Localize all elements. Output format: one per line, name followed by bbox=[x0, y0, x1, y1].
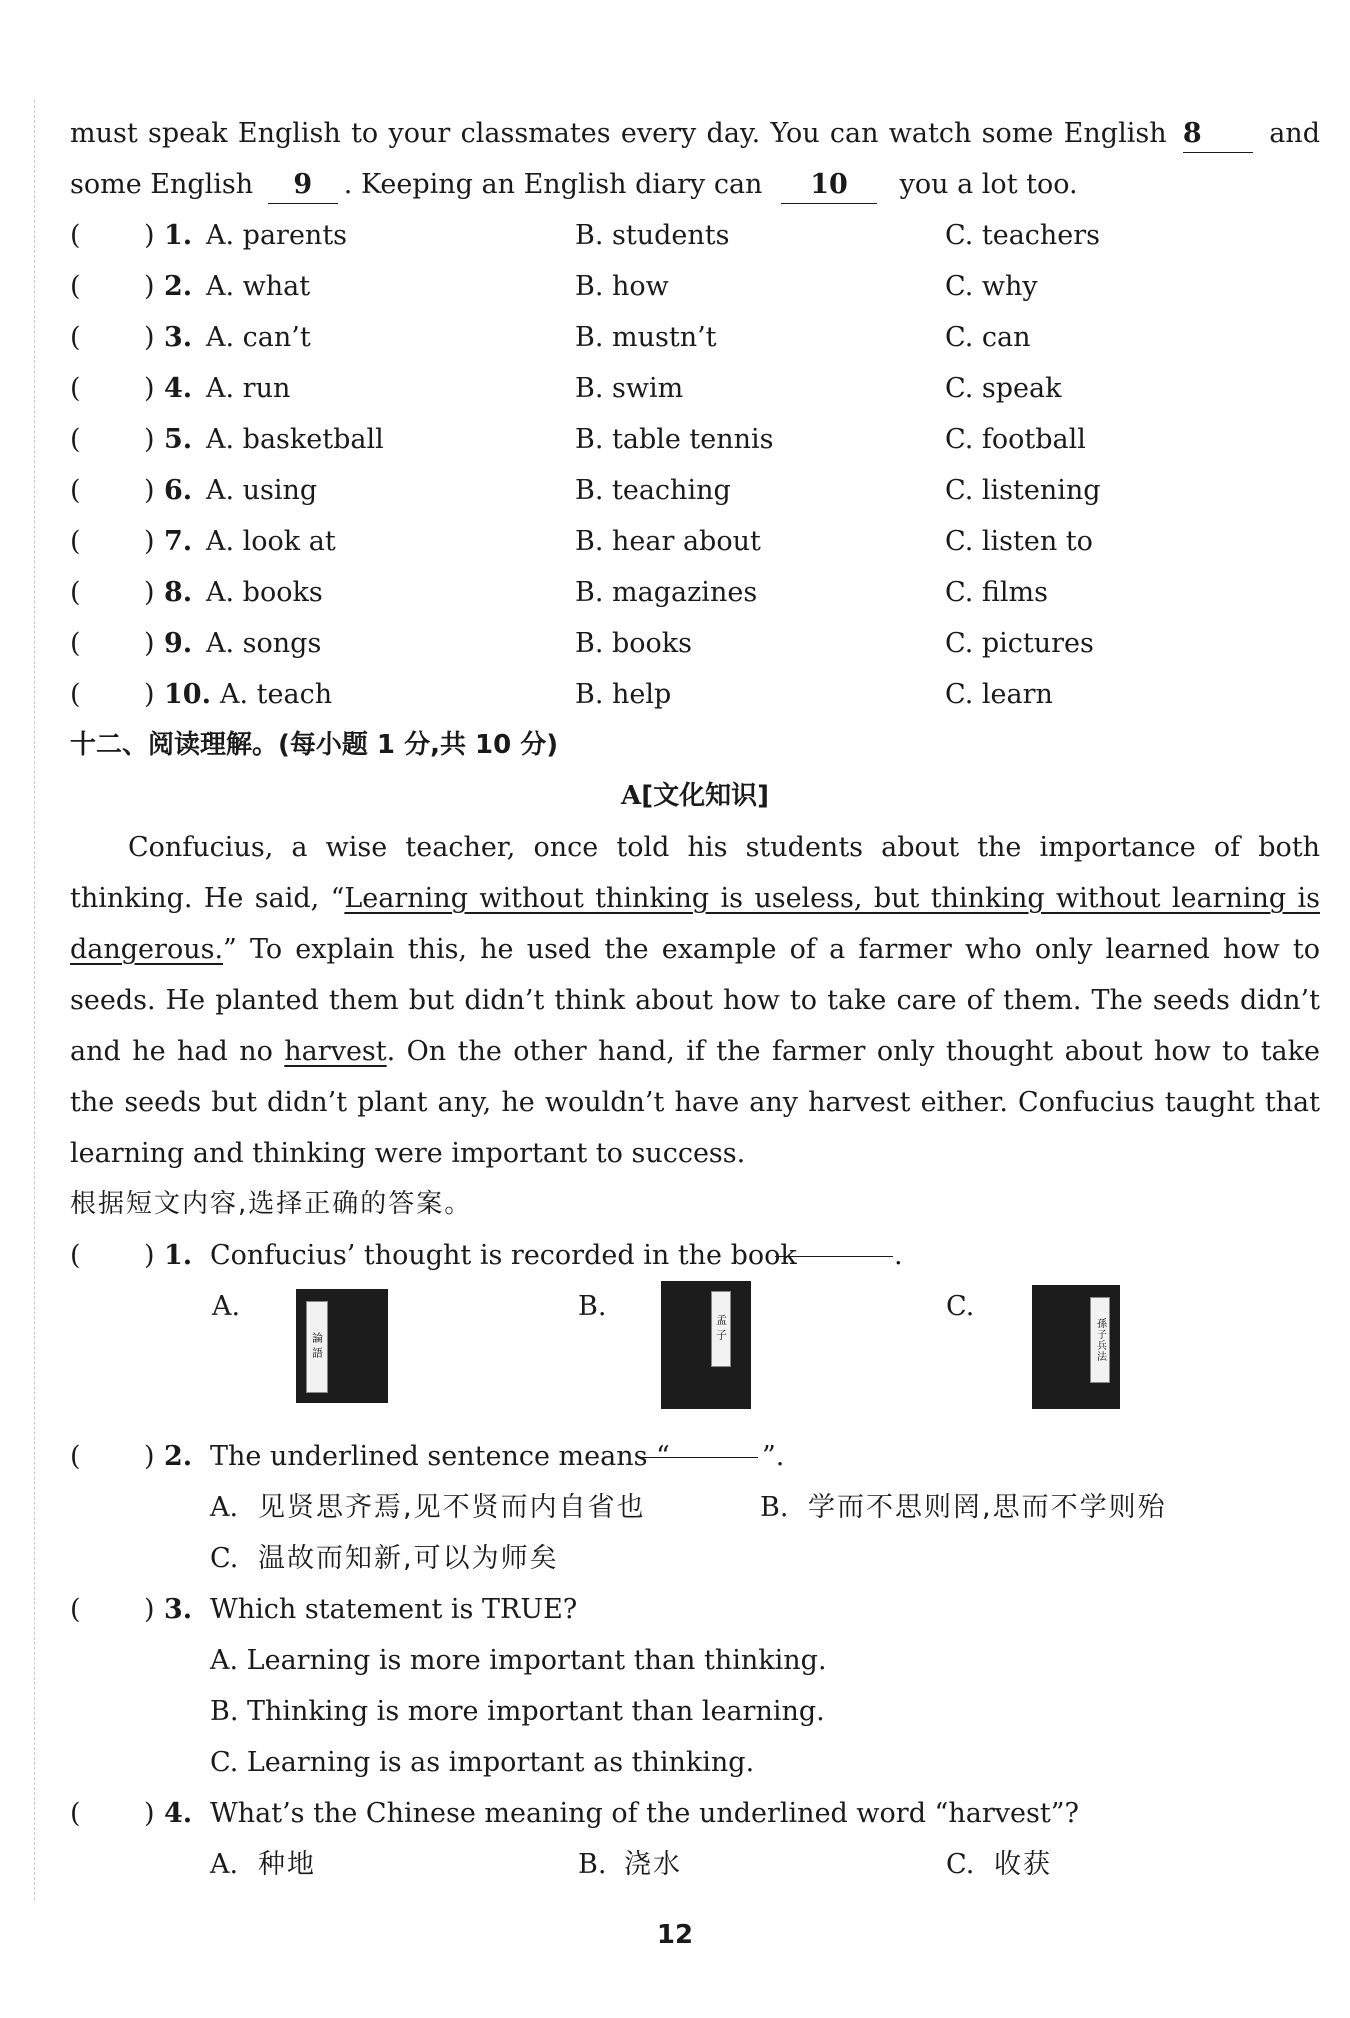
answer-paren-close: ) bbox=[144, 1798, 155, 1829]
reading-question-4 bbox=[70, 1788, 1320, 1839]
answer-paren-open: ( bbox=[70, 1240, 81, 1271]
option-c: C. listening bbox=[945, 475, 1101, 506]
option-c: C. why bbox=[945, 271, 1038, 302]
cloze-question-list bbox=[70, 210, 1320, 720]
option-a: A. Learning is more important than thinking. bbox=[210, 1645, 827, 1676]
answer-paren-open: ( bbox=[70, 220, 81, 251]
option-b: B. students bbox=[575, 220, 730, 251]
cloze-question bbox=[70, 414, 1320, 465]
passage-text: some English bbox=[70, 169, 254, 200]
question-text: What’s the Chinese meaning of the underlined word “harvest”? bbox=[210, 1798, 1079, 1829]
answer-paren-close: ) bbox=[144, 679, 155, 710]
question-number: 1. bbox=[164, 1240, 193, 1271]
reading-passage bbox=[70, 822, 1320, 1179]
binding-margin-line bbox=[34, 100, 35, 1900]
answer-paren-close: ) bbox=[144, 628, 155, 659]
question-3-option-c bbox=[70, 1737, 1320, 1788]
option-b: B. books bbox=[575, 628, 693, 659]
passage-letter: A bbox=[621, 781, 642, 811]
question-number: 8. bbox=[164, 577, 193, 608]
passage-text: thinking. He said, “ bbox=[70, 883, 345, 914]
passage-text: ” To explain this, he used the example of a farmer who only learned how to bbox=[223, 934, 1320, 965]
question-4-options bbox=[70, 1839, 1320, 1890]
cloze-question bbox=[70, 465, 1320, 516]
answer-paren-open: ( bbox=[70, 271, 81, 302]
passage-line bbox=[70, 1026, 1320, 1077]
passage-line: learning and thinking were important to success. bbox=[70, 1138, 746, 1169]
option-a-label: A. bbox=[210, 1849, 239, 1880]
page-number: 12 bbox=[656, 1920, 694, 1950]
option-a: 种地 bbox=[258, 1849, 316, 1880]
question-number: 4. bbox=[164, 1798, 193, 1829]
option-b: B. swim bbox=[575, 373, 684, 404]
answer-blank-10: 10 bbox=[781, 167, 877, 204]
question-3-option-a bbox=[70, 1635, 1320, 1686]
cloze-question bbox=[70, 312, 1320, 363]
passage-text: must speak English to your classmates every day. You can watch some English bbox=[70, 118, 1167, 149]
option-a: A. what bbox=[206, 271, 311, 302]
question-number: 7. bbox=[164, 526, 193, 557]
option-b-label: B. bbox=[760, 1492, 789, 1523]
option-b: B. table tennis bbox=[575, 424, 774, 455]
option-a: A. basketball bbox=[206, 424, 384, 455]
book-sunzi-image bbox=[1032, 1285, 1120, 1409]
passage-line: Confucius, a wise teacher, once told his students about the importance of both bbox=[128, 832, 1320, 863]
answer-paren-close: ) bbox=[144, 526, 155, 557]
answer-paren-open: ( bbox=[70, 679, 81, 710]
book-title: 孟子 bbox=[711, 1291, 731, 1367]
cloze-question bbox=[70, 261, 1320, 312]
reading-question-3 bbox=[70, 1584, 1320, 1635]
question-number: 6. bbox=[164, 475, 193, 506]
answer-paren-close: ) bbox=[144, 271, 155, 302]
question-text: Which statement is TRUE? bbox=[210, 1594, 578, 1625]
section-heading: 十二、阅读理解。(每小题 1 分,共 10 分) bbox=[70, 730, 559, 760]
option-b: B. mustn’t bbox=[575, 322, 717, 353]
option-c: C. listen to bbox=[945, 526, 1093, 557]
option-c-label: C. bbox=[210, 1543, 239, 1574]
option-a: A. books bbox=[206, 577, 323, 608]
answer-paren-open: ( bbox=[70, 1441, 81, 1472]
option-a: A. can’t bbox=[206, 322, 311, 353]
book-title: 論語 bbox=[306, 1301, 328, 1393]
book-lunyu-image bbox=[296, 1289, 388, 1403]
passage-line-1 bbox=[70, 108, 1320, 159]
question-2-options-ab bbox=[70, 1482, 1320, 1533]
reading-question-1 bbox=[70, 1230, 1320, 1281]
answer-paren-close: ) bbox=[144, 373, 155, 404]
passage-line: seeds. He planted them but didn’t think about how to take care of them. The seeds didn’t bbox=[70, 985, 1320, 1016]
question-number: 3. bbox=[164, 1594, 193, 1625]
worksheet-content bbox=[70, 108, 1320, 1890]
option-c: 收获 bbox=[994, 1849, 1052, 1880]
option-label-a: A. bbox=[212, 1291, 241, 1322]
cloze-question bbox=[70, 567, 1320, 618]
answer-blank-9: 9 bbox=[268, 167, 338, 204]
answer-paren-close: ) bbox=[144, 424, 155, 455]
answer-paren-close: ) bbox=[144, 1594, 155, 1625]
question-number: 5. bbox=[164, 424, 193, 455]
passage-text: . On the other hand, if the farmer only thought about how to take bbox=[386, 1036, 1320, 1067]
cloze-question bbox=[70, 210, 1320, 261]
answer-paren-open: ( bbox=[70, 577, 81, 608]
cloze-question bbox=[70, 669, 1320, 720]
option-a: A. parents bbox=[206, 220, 348, 251]
option-c: C. can bbox=[945, 322, 1031, 353]
cloze-question bbox=[70, 618, 1320, 669]
answer-paren-open: ( bbox=[70, 628, 81, 659]
option-b: B. hear about bbox=[575, 526, 761, 557]
answer-paren-open: ( bbox=[70, 322, 81, 353]
option-b-label: B. bbox=[578, 1849, 607, 1880]
question-number: 10. bbox=[164, 679, 211, 710]
cloze-question bbox=[70, 516, 1320, 567]
option-b: B. how bbox=[575, 271, 669, 302]
question-end: ”. bbox=[762, 1441, 785, 1472]
reading-question-2 bbox=[70, 1431, 1320, 1482]
answer-blank bbox=[775, 1256, 893, 1257]
option-c: C. teachers bbox=[945, 220, 1101, 251]
passage-text: and he had no bbox=[70, 1036, 273, 1067]
book-options bbox=[70, 1281, 1320, 1431]
answer-paren-open: ( bbox=[70, 424, 81, 455]
question-text: The underlined sentence means “ bbox=[210, 1441, 670, 1472]
answer-paren-close: ) bbox=[144, 220, 155, 251]
question-2-option-c bbox=[70, 1533, 1320, 1584]
option-c: C. football bbox=[945, 424, 1086, 455]
answer-paren-close: ) bbox=[144, 1441, 155, 1472]
option-label-c: C. bbox=[946, 1291, 975, 1322]
answer-paren-close: ) bbox=[144, 577, 155, 608]
underlined-sentence: Learning without thinking is useless, but thinking without learning is bbox=[344, 883, 1320, 914]
passage-text: . Keeping an English diary can bbox=[343, 169, 763, 200]
question-number: 3. bbox=[164, 322, 193, 353]
cloze-question bbox=[70, 363, 1320, 414]
passage-topic: [文化知识] bbox=[641, 781, 769, 811]
answer-paren-close: ) bbox=[144, 322, 155, 353]
option-a-label: A. bbox=[210, 1492, 239, 1523]
option-b: B. Thinking is more important than learning. bbox=[210, 1696, 825, 1727]
question-3-option-b bbox=[70, 1686, 1320, 1737]
option-b: B. teaching bbox=[575, 475, 731, 506]
passage-line: the seeds but didn’t plant any, he wouldn’t have any harvest either. Confucius taught that bbox=[70, 1087, 1320, 1118]
option-label-b: B. bbox=[578, 1291, 607, 1322]
underlined-word-harvest: harvest bbox=[284, 1036, 387, 1067]
option-c: C. pictures bbox=[945, 628, 1094, 659]
passage-subtitle bbox=[70, 771, 1320, 822]
option-b: B. magazines bbox=[575, 577, 758, 608]
question-number: 2. bbox=[164, 271, 193, 302]
answer-blank-8: 8 bbox=[1183, 116, 1253, 153]
option-c: C. speak bbox=[945, 373, 1062, 404]
question-number: 2. bbox=[164, 1441, 193, 1472]
answer-blank bbox=[640, 1457, 758, 1458]
option-c: C. learn bbox=[945, 679, 1053, 710]
answer-paren-open: ( bbox=[70, 526, 81, 557]
answer-paren-open: ( bbox=[70, 1594, 81, 1625]
answer-paren-open: ( bbox=[70, 1798, 81, 1829]
answer-paren-open: ( bbox=[70, 373, 81, 404]
question-number: 4. bbox=[164, 373, 193, 404]
passage-line bbox=[70, 924, 1320, 975]
option-c: 温故而知新,可以为师矣 bbox=[258, 1543, 559, 1574]
question-number: 9. bbox=[164, 628, 193, 659]
underlined-sentence-end: dangerous. bbox=[70, 934, 224, 965]
option-a: A. look at bbox=[206, 526, 336, 557]
answer-paren-open: ( bbox=[70, 475, 81, 506]
book-title: 孫子兵法 bbox=[1090, 1297, 1110, 1383]
passage-text: you a lot too. bbox=[899, 169, 1078, 200]
option-b: 学而不思则罔,思而不学则殆 bbox=[808, 1492, 1167, 1523]
passage-line bbox=[70, 873, 1320, 924]
option-b: 浇水 bbox=[624, 1849, 682, 1880]
option-a: 见贤思齐焉,见不贤而内自省也 bbox=[258, 1492, 646, 1523]
passage-text: and bbox=[1269, 118, 1320, 149]
question-text: Confucius’ thought is recorded in the book bbox=[210, 1240, 797, 1271]
option-a: A. teach bbox=[220, 679, 333, 710]
option-a: A. using bbox=[206, 475, 318, 506]
option-b: B. help bbox=[575, 679, 672, 710]
question-number: 1. bbox=[164, 220, 193, 251]
option-a: A. run bbox=[206, 373, 291, 404]
answer-paren-close: ) bbox=[144, 1240, 155, 1271]
option-c-label: C. bbox=[946, 1849, 975, 1880]
question-end: . bbox=[894, 1240, 903, 1271]
instruction-text: 根据短文内容,选择正确的答案。 bbox=[70, 1189, 473, 1219]
option-c: C. films bbox=[945, 577, 1048, 608]
option-a: A. songs bbox=[206, 628, 322, 659]
option-c: C. Learning is as important as thinking. bbox=[210, 1747, 755, 1778]
book-mengzi-image bbox=[661, 1281, 751, 1409]
passage-line-2 bbox=[70, 159, 1320, 210]
answer-paren-close: ) bbox=[144, 475, 155, 506]
